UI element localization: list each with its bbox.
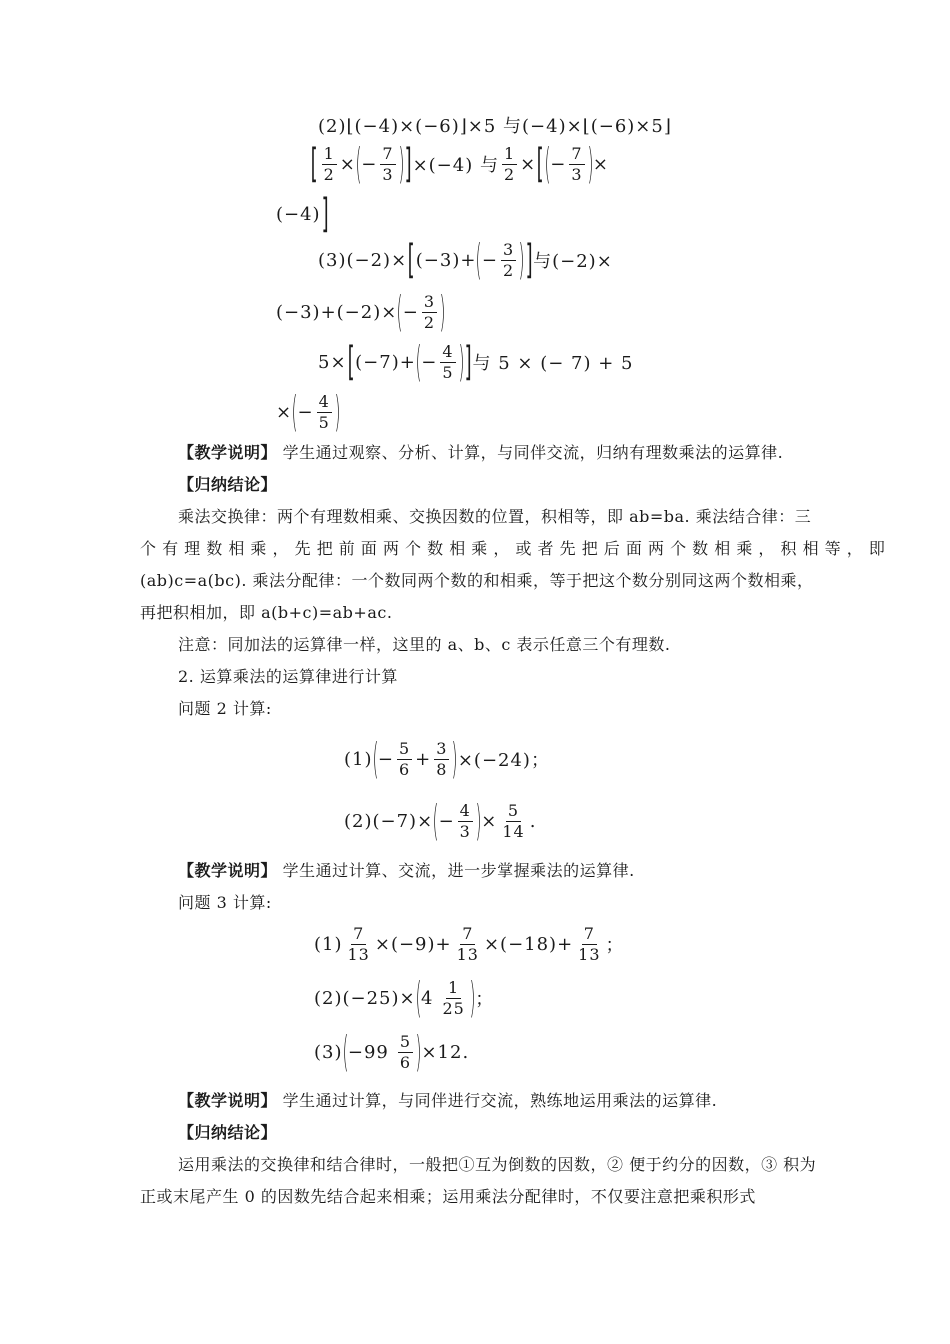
q3-line-1-a: (1) [314,933,343,955]
minus-sign: − [402,301,419,323]
q1-line-2b [310,139,609,188]
right-bracket: ] [525,237,533,283]
fraction-5-6: $\frac{5}{6}$ [398,738,411,779]
times-sign: × [481,810,498,832]
q1-line-4 [318,235,613,284]
fraction-1-2b: $\frac{1}{2}$ [503,143,516,184]
times-sign: × [592,153,609,175]
left-paren: ( [396,287,404,336]
q2-line-2-a: (2)(−7)× [344,810,434,832]
note-paragraph: 注意：同加法的运算律一样，这里的 a、b、c 表示任意三个有理数. [178,635,671,654]
q2-line-1-b: ×(−24)； [457,750,550,771]
teaching-note-label: 【教学说明】 [178,861,278,880]
times-sign: × [520,153,537,175]
minus-sign: − [550,153,567,175]
q1-line-4-a: (3)(−2)× [318,249,408,271]
teaching-note-text: 学生通过计算、交流，进一步掌握乘法的运算律. [282,861,635,880]
minus-sign: − [421,351,438,373]
right-paren: ) [334,387,341,436]
fraction-4-5: $\frac{4}{5}$ [442,341,454,382]
q2-line-2 [344,796,536,846]
left-bracket: [ [347,339,355,385]
right-bracket: ] [464,339,472,385]
right-paren: ) [587,139,594,188]
rules-paragraph-l1: 乘法交换律：两个有理数相乘、交换因数的位置，积相等，即 ab=ba. 乘法结合律：三 [178,507,812,526]
q1-line-2-text: (2)⌊(−4)×(−6)⌋×5 与(−4)×⌊(−6)×5⌋ [318,116,672,137]
teaching-note-2 [178,856,635,886]
left-bracket: [ [310,141,319,187]
q1-line-7 [276,387,341,436]
q1-line-2 [318,110,672,140]
fraction-7-3b: $\frac{7}{3}$ [571,143,583,184]
left-paren: ( [355,139,362,188]
right-paren: ) [518,235,525,284]
conclusion-heading-2: 【归纳结论】 [178,1123,278,1142]
minus-sign: − [297,401,314,423]
fraction-7-13: $\frac{7}{13}$ [347,923,370,964]
right-paren: ) [469,973,476,1022]
minus-sign: − [377,748,394,770]
teaching-note-label: 【教学说明】 [178,1091,278,1110]
q1-line-4-b: (−3)+ [415,249,477,271]
right-paren: ) [475,796,482,845]
q1-line-4-c: 与(−2)× [533,251,613,272]
left-paren: ( [476,235,483,284]
q3-line-3 [314,1028,469,1076]
left-paren: ( [415,973,422,1022]
conclusion-heading-1: 【归纳结论】 [178,475,278,494]
fraction-7-13c: $\frac{7}{13}$ [578,923,601,964]
fraction-3-2: $\frac{3}{2}$ [502,239,515,280]
q1-line-5 [276,287,446,336]
fraction-5-6b: $\frac{5}{6}$ [399,1031,412,1072]
problem-3-title: 问题 3 计算: [178,893,272,912]
fraction-5-14: $\frac{5}{14}$ [502,800,525,841]
q2-line-1-a: (1) [344,748,373,770]
right-paren: ) [458,337,465,386]
problem-2-title: 问题 2 计算: [178,699,272,718]
q1-line-6 [318,337,634,386]
q3-line-3-a: (3) [314,1041,343,1063]
teaching-note-label: 【教学说明】 [178,443,278,462]
q1-line-6-a: 5× [318,351,347,373]
q3-line-1 [314,920,625,968]
times-sign: × [339,153,356,175]
q1-mid-text: ×(−4) 与 [412,155,499,176]
q1-line-5-a: (−3)+(−2)× [276,301,398,323]
right-paren: ) [398,139,405,188]
left-bracket: [ [407,237,416,283]
left-bracket: [ [536,141,545,187]
left-paren: ( [432,796,439,845]
rules-paragraph-l3: (ab)c=a(bc). 乘法分配律：一个数同两个数的和相乘，等于把这个数分别同这两个数相乘， [140,571,814,590]
right-paren: ) [439,287,446,336]
period: . [529,810,537,832]
teaching-note-3 [178,1086,717,1116]
q3-line-2-b: ； [475,989,495,1010]
q3-line-1-b: ×(−9)+ [374,933,452,955]
q1-line-6-b: (−7)+ [355,351,416,373]
mixed-integer-4: 4 [421,987,434,1009]
fraction-3-8: $\frac{3}{8}$ [436,738,448,779]
right-bracket: ] [321,191,329,237]
fraction-1-25: $\frac{1}{25}$ [442,977,465,1018]
left-paren: ( [415,337,422,386]
fraction-7-3: $\frac{7}{3}$ [382,143,394,184]
q3-line-2-a: (2)(−25)× [314,987,416,1009]
q1-line-6-c: 与 5 × (− 7) + 5 [472,353,634,374]
q2-line-1 [344,734,550,784]
mixed-integer-99: −99 [347,1041,389,1063]
teaching-note-text: 学生通过计算，与同伴进行交流，熟练地运用乘法的运算律. [282,1091,718,1110]
section-heading-2: 2. 运算乘法的运算律进行计算 [178,667,398,686]
q3-line-2 [314,974,494,1022]
fraction-1-2: $\frac{1}{2}$ [323,143,335,184]
rules-paragraph-l4: 再把积相加，即 a(b+c)=ab+ac. [140,603,393,622]
teaching-note-text: 学生通过观察、分析、计算，与同伴交流，归纳有理数乘法的运算律. [282,443,784,462]
fraction-4-5b: $\frac{4}{5}$ [318,391,330,432]
final-paragraph-l2: 正或末尾产生 0 的因数先结合起来相乘；运用乘法分配律时，不仅要注意把乘积形式 [140,1187,756,1206]
minus-sign: − [361,153,378,175]
q3-line-1-c: ×(−18)+ [483,933,574,955]
plus-sign: + [415,748,432,770]
teaching-note-1 [178,438,783,468]
fraction-3-2b: $\frac{3}{2}$ [423,291,435,332]
fraction-7-13b: $\frac{7}{13}$ [456,923,479,964]
q3-line-1-d: ； [605,935,625,956]
q1-line-3-text: (−4) [276,203,321,225]
minus-sign: − [438,810,455,832]
left-paren: ( [342,1027,349,1076]
rules-paragraph-l2: 个 有 理 数 相 乘 ， 先 把 前 面 两 个 数 相 乘 ， 或 者 先 把 后 面 两 个 数 相 乘 ， 积 相 等 ， 即 [140,539,886,558]
final-paragraph-l1: 运用乘法的交换律和结合律时，一般把①互为倒数的因数，② 便于约分的因数，③ 积为 [178,1155,817,1174]
left-paren: ( [291,387,298,436]
right-paren: ) [415,1027,422,1076]
q1-line-3 [276,191,329,237]
minus-sign: − [481,249,498,271]
q1-line-7-a: × [276,401,293,423]
right-paren: ) [452,734,459,783]
q3-line-3-b: ×12. [421,1041,470,1063]
fraction-4-3: $\frac{4}{3}$ [459,800,471,841]
left-paren: ( [372,734,379,783]
right-bracket: ] [404,141,412,187]
left-paren: ( [544,139,551,188]
